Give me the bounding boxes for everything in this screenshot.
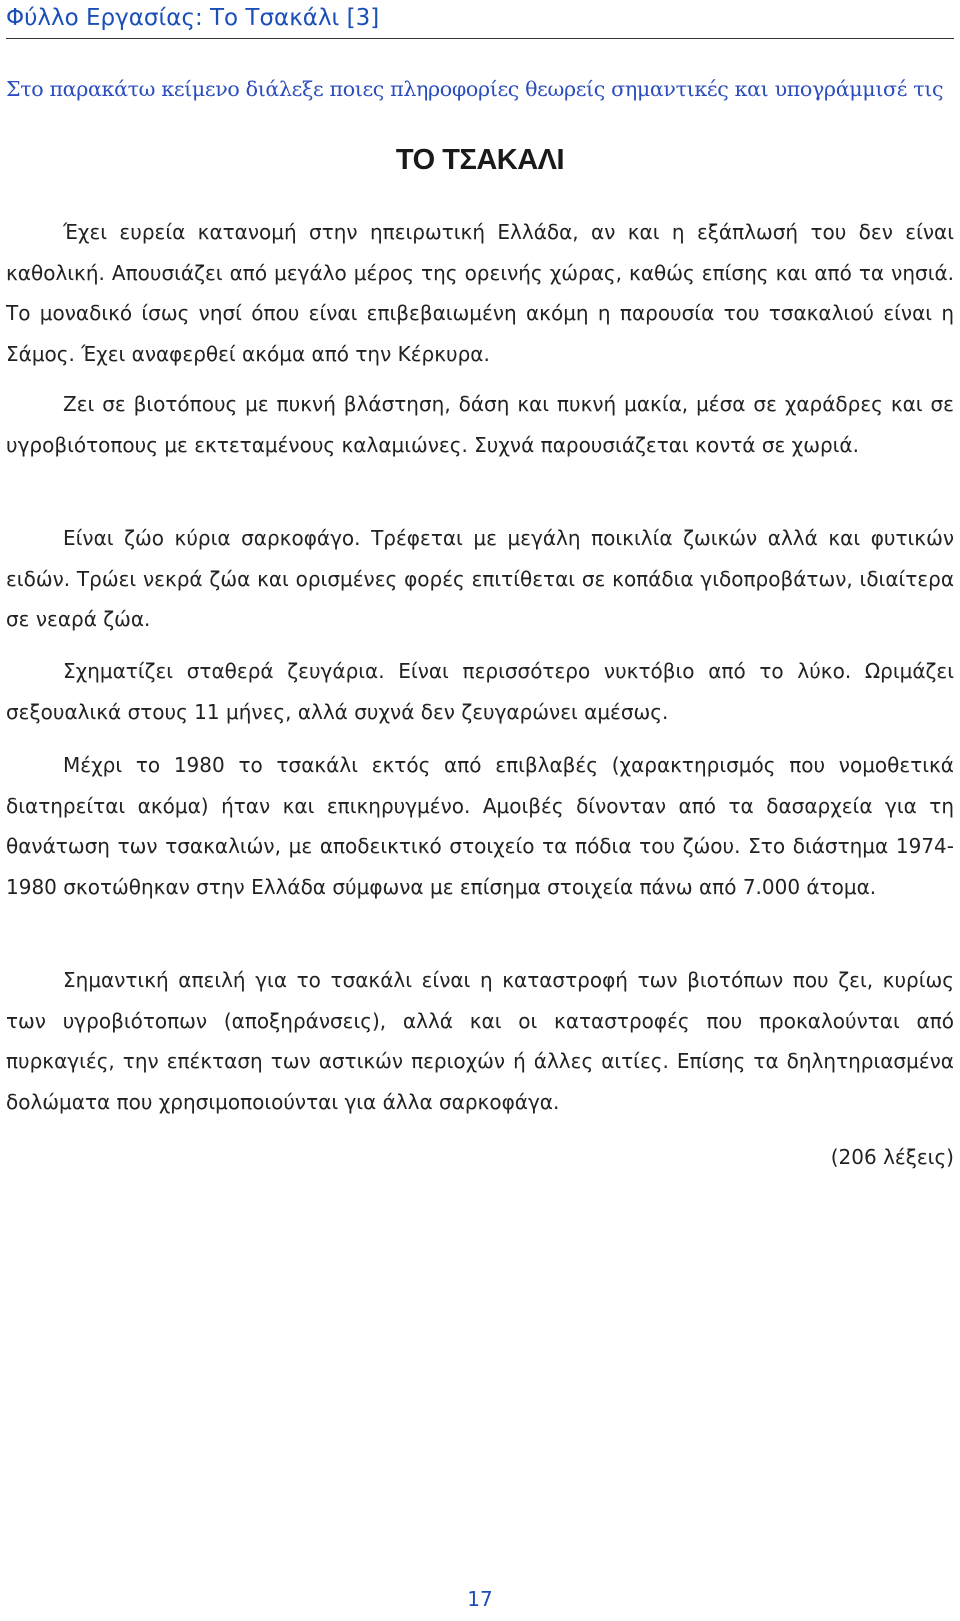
page-header-title: Φύλλο Εργασίας: Το Τσακάλι [3] <box>6 5 380 31</box>
paragraph-reproduction: Σχηματίζει σταθερά ζευγάρια. Είναι περισσότερο νυκτόβιο από το λύκο. Ωριμάζει σεξουαλικά στους 11 μήνες, αλλά συχνά δεν ζευγαρώνει αμέσως. <box>6 659 954 724</box>
paragraph-distribution: Έχει ευρεία κατανομή στην ηπειρωτική Ελλάδα, αν και η εξάπλωσή του δεν είναι καθολική. Απουσιάζει από μεγάλο μέρος της ορεινής χώρας, καθώς επίσης και από τα νησιά. Το μοναδικό ίσως νησί όπου είναι επιβεβαιωμένη ακόμη η παρουσία του τσακαλιού είναι η Σάμος. Έχει αναφερθεί ακόμα από την Κέρκυρα. <box>6 220 954 366</box>
paragraph-habitat: Ζει σε βιοτόπους με πυκνή βλάστηση, δάση και πυκνή μακία, μέσα σε χαράδρες και σε υγροβιότοπους με εκτεταμένους καλαμιώνες. Συχνά παρουσιάζεται κοντά σε χωριά. <box>6 392 954 457</box>
paragraph-threats: Σημαντική απειλή για το τσακάλι είναι η καταστροφή των βιοτόπων που ζει, κυρίως των υγροβιότοπων (αποξηράνσεις), αλλά και οι καταστροφές που προκαλούνται από πυρκαγιές, την επέκταση των αστικών περιοχών ή άλλες αιτίες. Επίσης τα δηλητηριασμένα δολώματα που χρησιμοποιούνται για άλλα σαρκοφάγα. <box>6 968 954 1114</box>
paragraph-history: Μέχρι το 1980 το τσακάλι εκτός από επιβλαβές (χαρακτηρισμός που νομοθετικά διατηρείται ακόμα) ήταν και επικηρυγμένο. Αμοιβές δίνονταν από τα δασαρχεία για τη θανάτωση των τσακαλιών, με αποδεικτικό στοιχείο τα πόδια του ζώου. Στο διάστημα 1974-1980 σκοτώθηκαν στην Ελλάδα σύμφωνα με επίσημα στοιχεία πάνω από 7.000 άτομα. <box>6 753 954 899</box>
paragraph-diet: Είναι ζώο κύρια σαρκοφάγο. Τρέφεται με μεγάλη ποικιλία ζωικών αλλά και φυτικών ειδών. Τρώει νεκρά ζώα και ορισμένες φορές επιτίθεται σε κοπάδια γιδοπροβάτων, ιδιαίτερα σε νεαρά ζώα. <box>6 526 954 631</box>
page-number: 17 <box>467 1587 493 1611</box>
instruction-text: Στο παρακάτω κείμενο διάλεξε ποιες πληροφορίες θεωρείς σημαντικές και υπογράμμισέ τις <box>6 77 944 101</box>
article-title: ΤΟ ΤΣΑΚΑΛΙ <box>395 144 565 176</box>
header-divider <box>6 38 954 39</box>
word-count: (206 λέξεις) <box>830 1145 954 1169</box>
